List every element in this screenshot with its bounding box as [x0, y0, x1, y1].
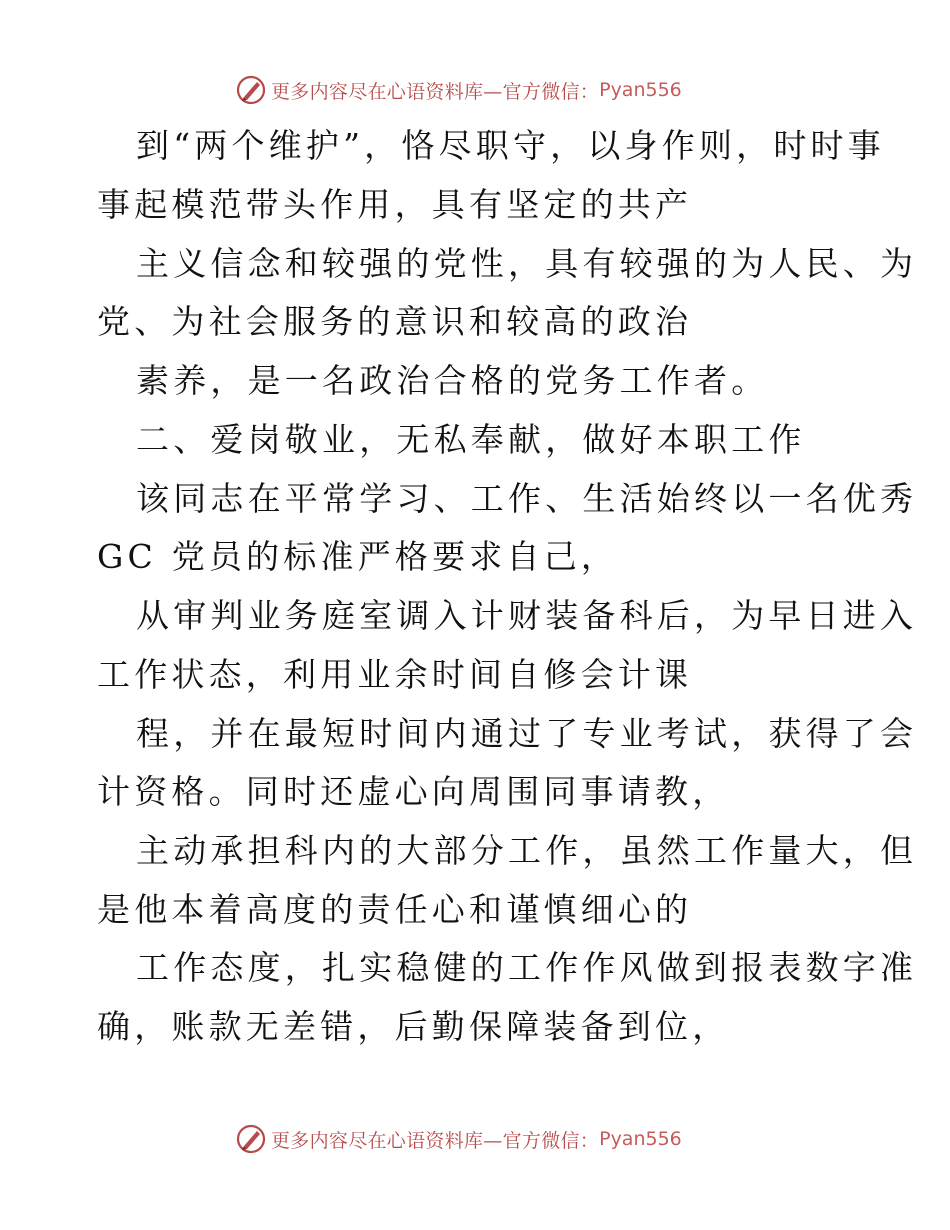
text-line: 工作状态，利用业余时间自修会计课: [97, 655, 693, 694]
header-banner-wechat: Pyan556: [599, 79, 682, 101]
text-line: 确，账款无差错，后勤保障装备到位，: [97, 1007, 730, 1046]
text-line: 工作态度，扎实稳健的工作作风做到报表数字准: [136, 948, 918, 987]
pen-logo-icon: [235, 74, 267, 106]
footer-banner-wechat: Pyan556: [599, 1128, 682, 1150]
header-banner[interactable]: [235, 72, 715, 108]
text-line: 党、为社会服务的意识和较高的政治: [97, 302, 693, 341]
text-line: 素养，是一名政治合格的党务工作者。: [136, 361, 769, 400]
text-line: 该同志在平常学习、工作、生活始终以一名优秀: [136, 479, 918, 518]
text-line: 程，并在最短时间内通过了专业考试，获得了会: [136, 714, 918, 753]
pen-logo-icon: [235, 1123, 267, 1155]
text-line: 从审判业务庭室调入计财装备科后，为早日进入: [136, 596, 918, 635]
text-line: 事起模范带头作用，具有坚定的共产: [97, 185, 693, 224]
footer-banner-text: 更多内容尽在心语资料库—官方微信：: [271, 1129, 600, 1152]
text-line: 主义信念和较强的党性，具有较强的为人民、为: [136, 244, 918, 283]
text-line: 计资格。同时还虚心向周围同事请教，: [97, 772, 730, 811]
header-banner-text: 更多内容尽在心语资料库—官方微信：: [271, 80, 600, 103]
text-line: 主动承担科内的大部分工作，虽然工作量大，但: [136, 831, 918, 870]
footer-banner[interactable]: [235, 1121, 715, 1157]
section-heading: 二、爱岗敬业，无私奉献，做好本职工作: [136, 420, 806, 459]
text-line: 到“两个维护”，恪尽职守，以身作则，时时事: [136, 126, 885, 165]
text-line: GC 党员的标准严格要求自己，: [97, 537, 619, 576]
text-line: 是他本着高度的责任心和谨慎细心的: [97, 890, 693, 929]
